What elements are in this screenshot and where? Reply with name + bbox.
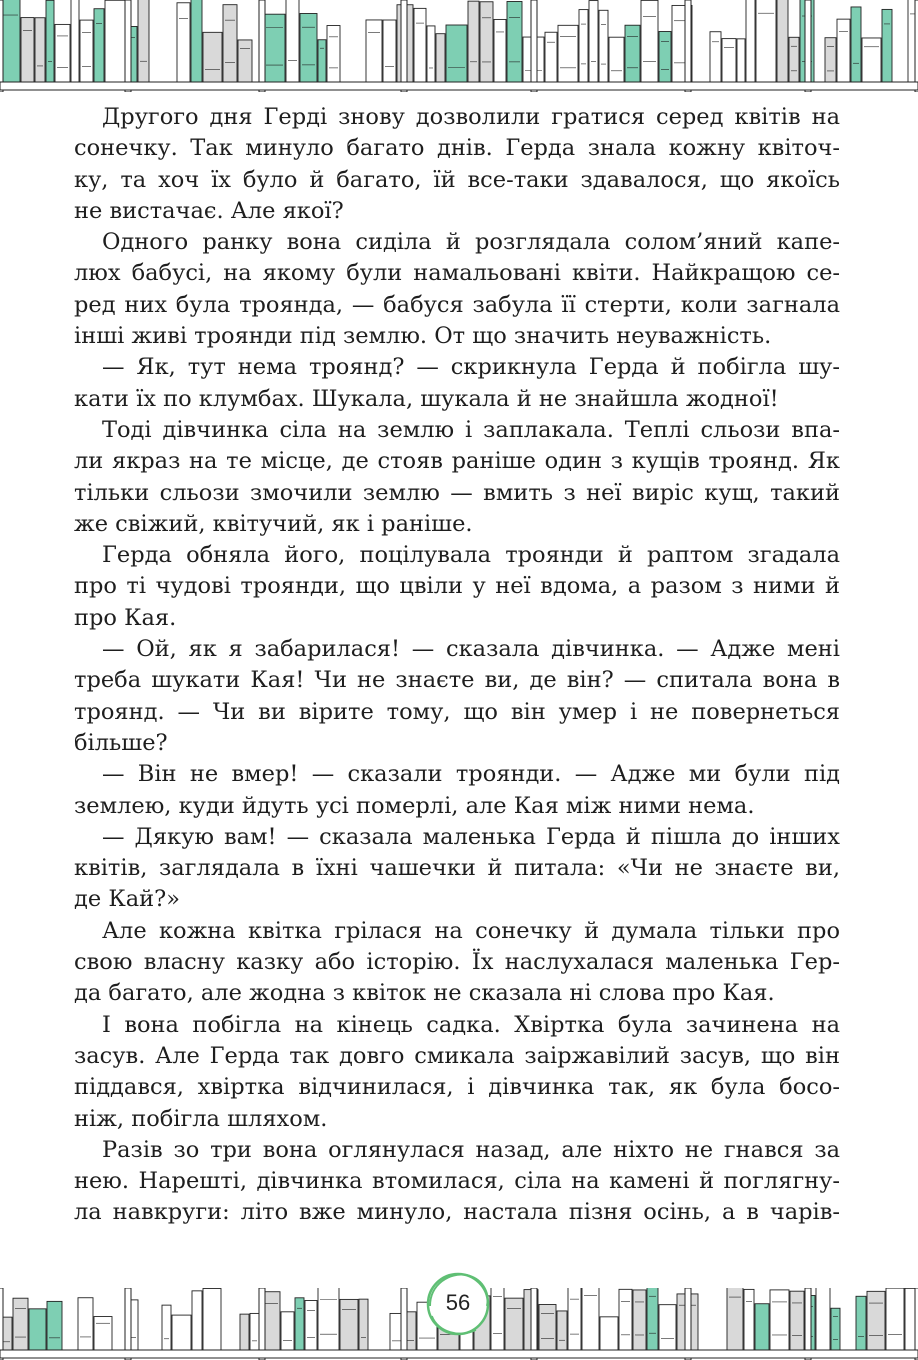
text-line: — Як, тут нема троянд? — скрикнула Герда й побігла шу- [102,354,840,381]
text-line: ред них була троянда, — бабуся забула її стерти, коли загнала [74,291,840,318]
text-line: більше? [74,729,168,756]
text-line: Одного ранку вона сиділа й розглядала солом’яний капе- [102,229,840,256]
page-number-badge [420,1266,496,1342]
text-line: Другого дня Герді знову дозволили гратися серед квітів на [102,104,840,130]
text-line: не вистачає. Але якої? [74,197,344,224]
text-line: квітів, заглядала в їхні чашечки й питала: «Чи не знаєте ви, [74,855,840,882]
text-line: — Він не вмер! — сказали троянди. — Адже ми були під [102,761,840,788]
text-line: тільки сльози змочили землю — вмить з неї виріс кущ, такий [74,479,840,506]
story-text [74,102,840,1229]
text-line: Разів зо три вона оглянулася назад, але ніхто не гнався за [102,1136,840,1163]
text-line: да багато, але жодна з квіток не сказала ні слова про Кая. [74,980,775,1007]
text-line: про Кая. [74,604,177,631]
text-line: треба шукати Кая! Чи не знаєте ви, де він? — спитала вона в [74,667,840,694]
text-line: ніж, побігла шляхом. [74,1105,328,1132]
text-line: Але кожна квітка грілася на сонечку й думала тільки про [102,917,840,944]
text-line: піддався, хвіртка відчинилася, і дівчинка так, як була босо- [74,1074,840,1101]
text-line: Герда обняла його, поцілувала троянди й раптом згадала [102,542,840,569]
text-line: сонечку. Так минуло багато днів. Герда знала кожну квіточ- [74,135,840,162]
top-bookshelf-border [0,0,918,92]
text-line: Тоді дівчинка сіла на землю і заплакала. Теплі сльози впа- [102,416,840,443]
text-line: троянд. — Чи ви вірите тому, що він умер і не повернеться [74,698,840,725]
text-line: ли якраз на те місце, де стояв раніше один з кущів троянд. Як [74,448,840,475]
page-number: 56 [445,1290,471,1315]
text-line: де Кай?» [74,886,180,913]
text-line: про ті чудові троянди, що цвіли у неї вдома, а разом з ними й [74,573,840,600]
text-line: кати їх по клумбах. Шукала, шукала й не знайшла жодної! [74,385,779,412]
text-line: ку, та хоч їх було й багато, їй все-таки здавалося, що якоїсь [74,166,840,193]
text-line: люх бабусі, на якому були намальовані квіти. Найкращою се- [74,260,840,287]
text-line: землею, куди йдуть усі померлі, але Кая між ними нема. [74,792,755,819]
text-line: ла навкруги: літо вже минуло, настала пізня осінь, а в чарів- [74,1199,840,1226]
text-line: нею. Нарешті, дівчинка втомилася, сіла на камені й поглягну- [74,1168,840,1195]
text-line: — Ой, як я забарилася! — сказала дівчинка. — Адже мені [102,636,840,663]
text-line: інші живі троянди під землю. От що значить неуважність. [74,323,772,350]
text-line: же свіжий, квітучий, як і раніше. [74,510,473,537]
text-line: засув. Але Герда так довго смикала заіржавілий засув, що він [74,1042,840,1069]
text-line: І вона побігла на кінець садка. Хвіртка була зачинена на [102,1011,840,1038]
text-line: свою власну казку або історію. Їх наслухалася маленька Гер- [74,949,840,976]
text-line: — Дякую вам! — сказала маленька Герда й пішла до інших [102,823,840,850]
bookshelf-illustration-top [0,0,918,92]
